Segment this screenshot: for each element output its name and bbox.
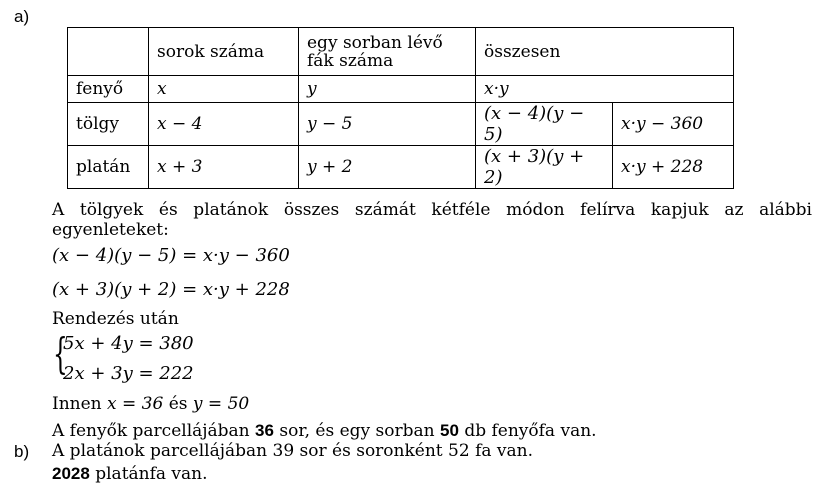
system-equation-2: 2x + 3y = 222 [63, 363, 194, 384]
row-total: x·y [476, 76, 734, 103]
part-a-label: a) [14, 7, 30, 26]
part-b-label: b) [14, 442, 30, 461]
row-count: x [149, 76, 299, 103]
table-header-total: összesen [476, 28, 734, 76]
table-header-row [68, 28, 734, 76]
platan-line-1: A platánok parcellájában 39 sor és soronként 52 fa van. [52, 441, 533, 461]
table-row [68, 146, 734, 189]
row-per-row: y + 2 [299, 146, 476, 189]
fenyo-answer [52, 421, 597, 441]
row-total: (x − 4)(y − 5) [476, 103, 613, 146]
row-total: (x + 3)(y + 2) [476, 146, 613, 189]
data-table [67, 27, 734, 189]
table-header-per-row [299, 28, 476, 76]
table-header-per-row-line2: fák száma [307, 50, 394, 71]
row-per-row: y [299, 76, 476, 103]
row-total-expanded: x·y + 228 [613, 146, 734, 189]
table-row [68, 103, 734, 146]
table-row [68, 76, 734, 103]
platan-line-2 [52, 464, 208, 484]
fenyo-per-row-number: 50 [440, 421, 459, 440]
platan-total-text: platánfa van. [95, 464, 208, 484]
equation-1: (x − 4)(y − 5) = x·y − 360 [52, 245, 290, 266]
fenyo-rows-number: 36 [255, 421, 274, 440]
solution-x: x = 36 [107, 394, 164, 414]
equation-2: (x + 3)(y + 2) = x·y + 228 [52, 279, 290, 300]
fenyo-post: db fenyőfa van. [464, 421, 597, 441]
row-total-expanded: x·y − 360 [613, 103, 734, 146]
row-count: x − 4 [149, 103, 299, 146]
row-name: tölgy [68, 103, 149, 146]
fenyo-mid: sor, és egy sorban [279, 421, 435, 441]
row-name: fenyő [68, 76, 149, 103]
system-brace: { [53, 329, 68, 378]
solution-line [52, 395, 249, 414]
row-name: platán [68, 146, 149, 189]
intro-line-1: A tölgyek és platánok összes számát kétféle módon felírva kapjuk az alábbi [52, 200, 812, 220]
row-count: x + 3 [149, 146, 299, 189]
table-header-rows: sorok száma [149, 28, 299, 76]
intro-line-2: egyenleteket: [52, 220, 169, 240]
solution-prefix: Innen [52, 394, 102, 414]
table-header-per-row-line1: egy sorban lévő [307, 32, 443, 53]
system-equation-1: 5x + 4y = 380 [63, 333, 194, 354]
row-per-row: y − 5 [299, 103, 476, 146]
solution-y: y = 50 [192, 394, 250, 414]
platan-total-number: 2028 [52, 464, 90, 483]
solution-and: és [168, 394, 188, 414]
table-header-empty [68, 28, 149, 76]
rearrange-label: Rendezés után [52, 309, 179, 329]
fenyo-pre: A fenyők parcellájában [52, 421, 250, 441]
